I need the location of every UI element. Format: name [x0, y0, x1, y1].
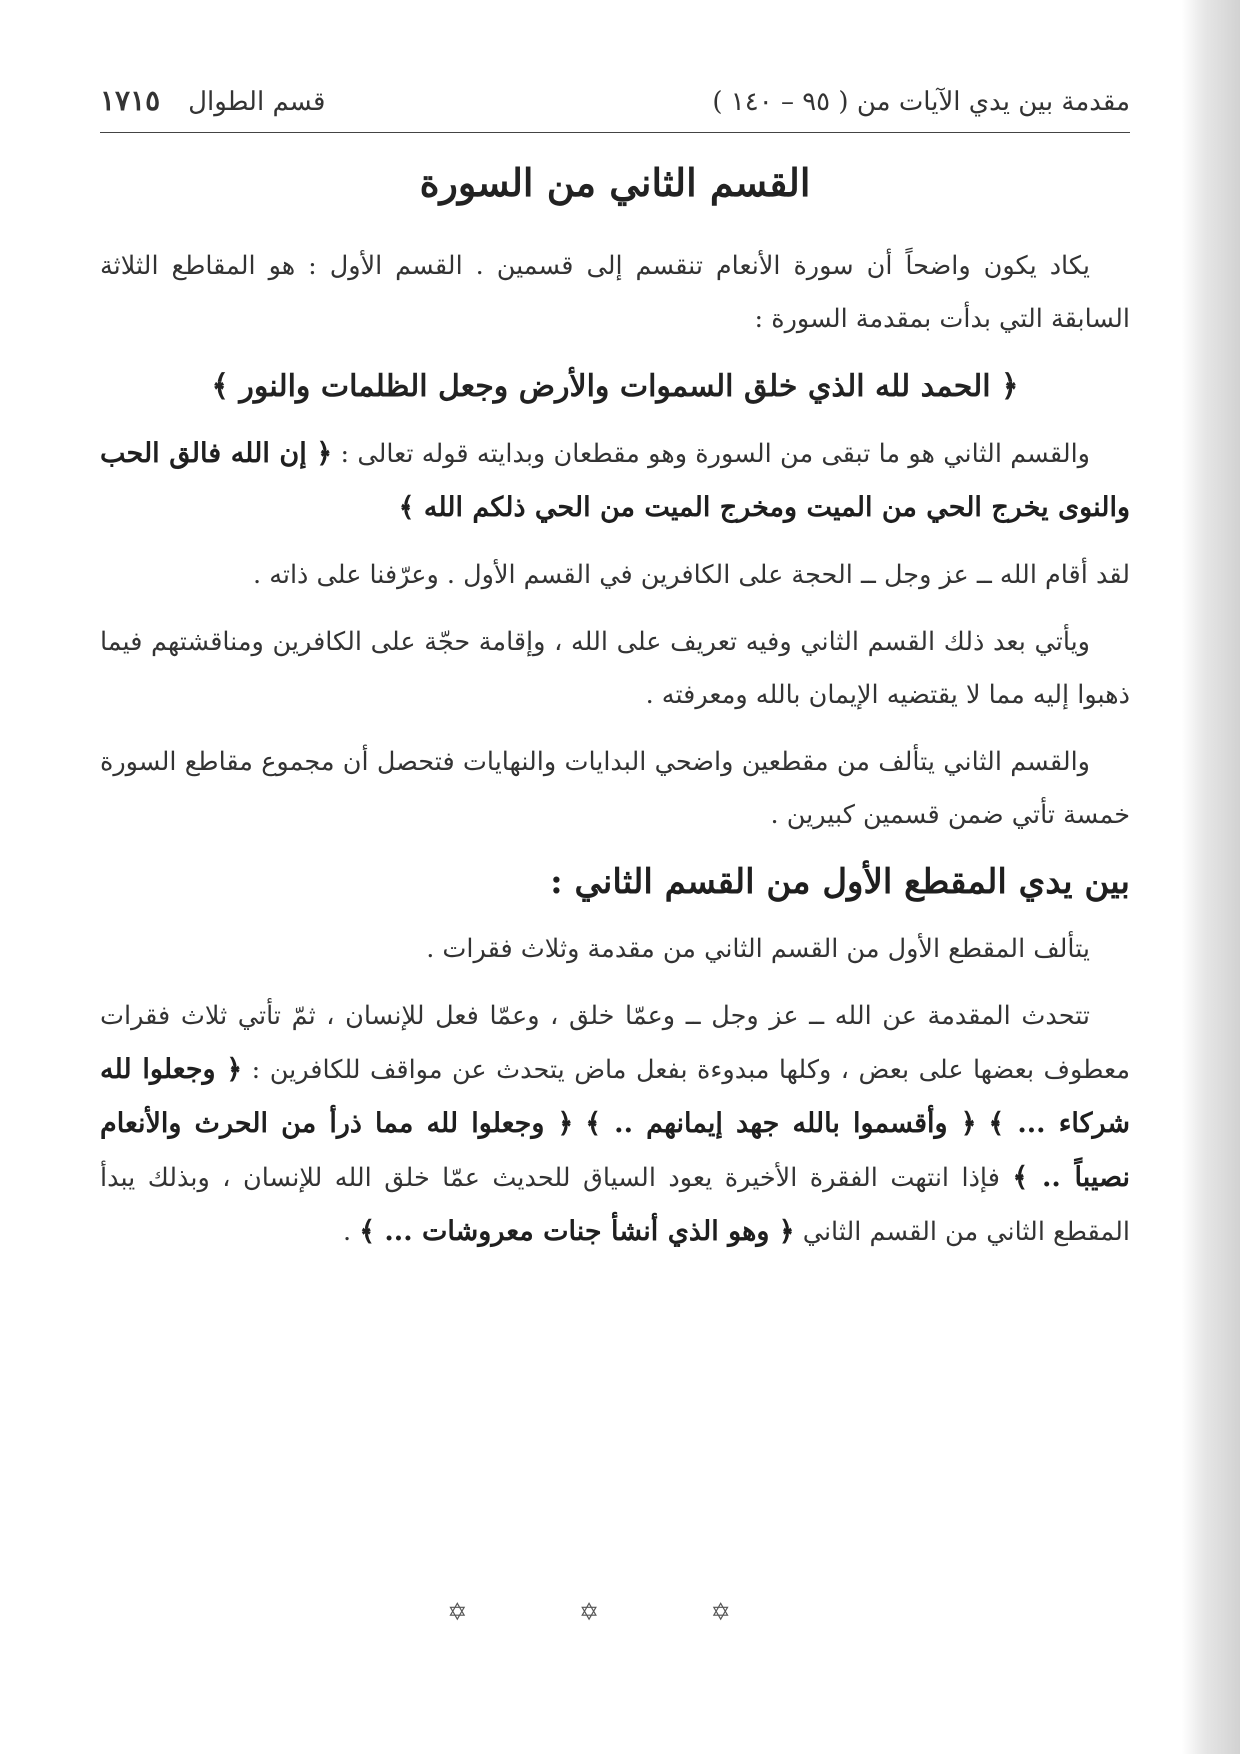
header-rule	[100, 132, 1130, 133]
page-number: ١٧١٥	[100, 84, 161, 117]
paragraph-7-text-b: فإذا انتهت الفقرة الأخيرة يعود السياق للحديث عمّا خلق الله للإنسان ، وبذلك يبدأ المقطع الثاني من القسم الثاني	[100, 1163, 1130, 1247]
paragraph-7-end: .	[342, 1217, 352, 1247]
paragraph-1: يكاد يكون واضحاً أن سورة الأنعام تنقسم إلى قسمين . القسم الأول : هو المقاطع الثلاثة السابقة التي بدأت بمقدمة السورة :	[100, 251, 1130, 334]
section-end-ornament: ✡ ✡ ✡	[447, 1598, 783, 1626]
book-page	[100, 0, 1130, 1754]
paragraph-3: لقد أقام الله ــ عز وجل ــ الحجة على الكافرين في القسم الأول . وعرّفنا على ذاته .	[252, 560, 1130, 590]
header-left-block	[100, 84, 325, 117]
paragraph-7	[100, 990, 1130, 1259]
paragraph-6: يتألف المقطع الأول من القسم الثاني من مقدمة وثلاث فقرات .	[426, 934, 1090, 964]
paragraph-2-intro: والقسم الثاني هو ما تبقى من السورة وهو مقطعان وبدايته قوله تعالى :	[340, 439, 1090, 469]
quran-verse-6: ﴿ وهو الذي أنشأ جنات معروشات ... ﴾	[359, 1216, 795, 1247]
quran-verse-3: ﴿ وجعلوا لله شركاء ... ﴾	[100, 1054, 1131, 1139]
paragraph-7-text-a: تتحدث المقدمة عن الله ــ عز وجل ــ وعمّا خلق ، وعمّا فعل للإنسان ، ثمّ تأتي ثلاث فقرات معطوف بعضها على بعض ، وكلها مبدوءة بفعل ماض يتحدث عن مواقف للكافرين :	[100, 1001, 1131, 1085]
quran-verse-1: ﴿ الحمد لله الذي خلق السموات والأرض وجعل الظلمات والنور ﴾	[211, 369, 1019, 404]
section-subheading: بين يدي المقطع الأول من القسم الثاني :	[550, 862, 1130, 902]
paragraph-5: والقسم الثاني يتألف من مقطعين واضحي البدايات والنهايات فتحصل أن مجموع مقاطع السورة خمسة تأتي ضمن قسمين كبيرين .	[100, 747, 1130, 830]
quran-verse-5: ﴿ وجعلوا لله مما ذرأ من الحرث والأنعام نصيباً .. ﴾	[100, 1108, 1131, 1193]
quran-verse-4: ﴿ وأقسموا بالله جهد إيمانهم .. ﴾	[585, 1108, 977, 1139]
page-title: القسم الثاني من السورة	[419, 160, 811, 205]
section-name: قسم الطوال	[188, 87, 326, 117]
paragraph-4: ويأتي بعد ذلك القسم الثاني وفيه تعريف على الله ، وإقامة حجّة على الكافرين ومناقشتهم فيما ذهبوا إليه مما لا يقتضيه الإيمان بالله ومعرفته .	[100, 627, 1130, 710]
paragraph-2	[100, 427, 1130, 535]
body-text	[100, 240, 1130, 1273]
quran-verse-2: ﴿ إن الله فالق الحب والنوى يخرج الحي من الميت ومخرج الميت من الحي ذلكم الله ﴾	[100, 438, 1130, 523]
page-edge-shadow	[1182, 0, 1240, 1754]
running-title: مقدمة بين يدي الآيات من ( ٩٥ – ١٤٠ )	[712, 87, 1130, 117]
running-header	[100, 84, 1130, 128]
